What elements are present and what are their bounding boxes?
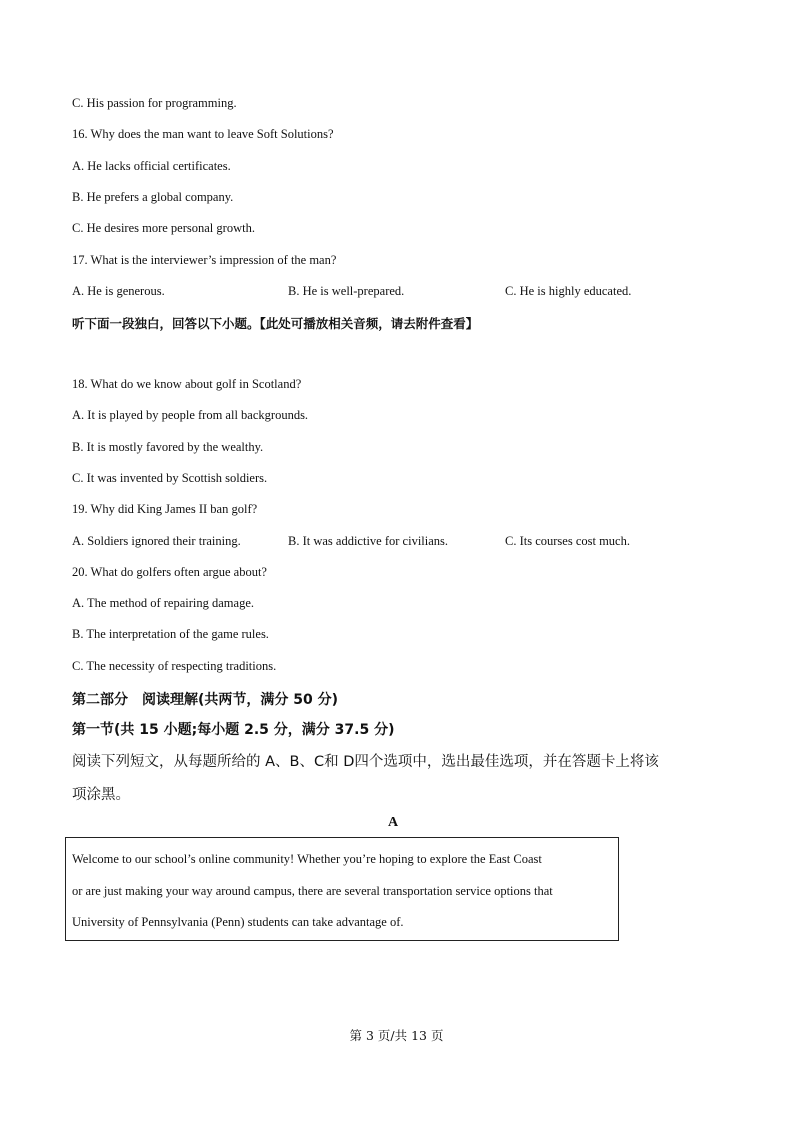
question-20-stem: 20. What do golfers often argue about? [72, 565, 267, 579]
question-16-stem: 16. Why does the man want to leave Soft Solutions? [72, 127, 334, 141]
page-footer: 第 3 页/共 13 页 [349, 1028, 444, 1043]
option-q16-a: A. He lacks official certificates. [72, 159, 231, 173]
part2-heading: 第二部分 阅读理解(共两节，满分 50 分) [72, 692, 339, 708]
passage-letter: A [388, 815, 399, 830]
option-q20-b: B. The interpretation of the game rules. [72, 627, 269, 641]
instruction-line-2: 项涂黑。 [72, 787, 130, 803]
question-19-stem: 19. Why did King James II ban golf? [72, 502, 258, 516]
option-q15-c: C. His passion for programming. [72, 96, 237, 110]
option-q18-c: C. It was invented by Scottish soldiers. [72, 471, 268, 485]
option-q19-a: A. Soldiers ignored their training. [72, 534, 241, 548]
option-q20-c: C. The necessity of respecting traditions. [72, 659, 277, 673]
passage-line-2: or are just making your way around campus, there are several transportation service options that [72, 884, 553, 898]
option-q18-a: A. It is played by people from all backgrounds. [72, 408, 309, 422]
passage-box [65, 837, 619, 941]
question-18-stem: 18. What do we know about golf in Scotland? [72, 377, 302, 391]
section1-heading: 第一节(共 15 小题;每小题 2.5 分，满分 37.5 分) [72, 722, 395, 738]
option-q19-c: C. Its courses cost much. [505, 534, 630, 548]
passage-line-1: Welcome to our school’s online community! Whether you’re hoping to explore the East Coast [72, 852, 542, 866]
option-q19-b: B. It was addictive for civilians. [288, 534, 449, 548]
passage-line-3: University of Pennsylvania (Penn) students can take advantage of. [72, 915, 404, 929]
option-q16-b: B. He prefers a global company. [72, 190, 234, 204]
listening-note: 听下面一段独白，回答以下小题。【此处可播放相关音频，请去附件查看】 [72, 316, 479, 331]
option-q17-c: C. He is highly educated. [505, 284, 632, 298]
option-q18-b: B. It is mostly favored by the wealthy. [72, 440, 264, 454]
option-q17-b: B. He is well-prepared. [288, 284, 405, 298]
instruction-line-1: 阅读下列短文，从每题所给的 A、B、C和 D四个选项中，选出最佳选项，并在答题卡上将该 [72, 754, 659, 770]
option-q17-a: A. He is generous. [72, 284, 165, 298]
option-q20-a: A. The method of repairing damage. [72, 596, 255, 610]
option-q16-c: C. He desires more personal growth. [72, 221, 255, 235]
question-17-stem: 17. What is the interviewer’s impression of the man? [72, 253, 337, 267]
